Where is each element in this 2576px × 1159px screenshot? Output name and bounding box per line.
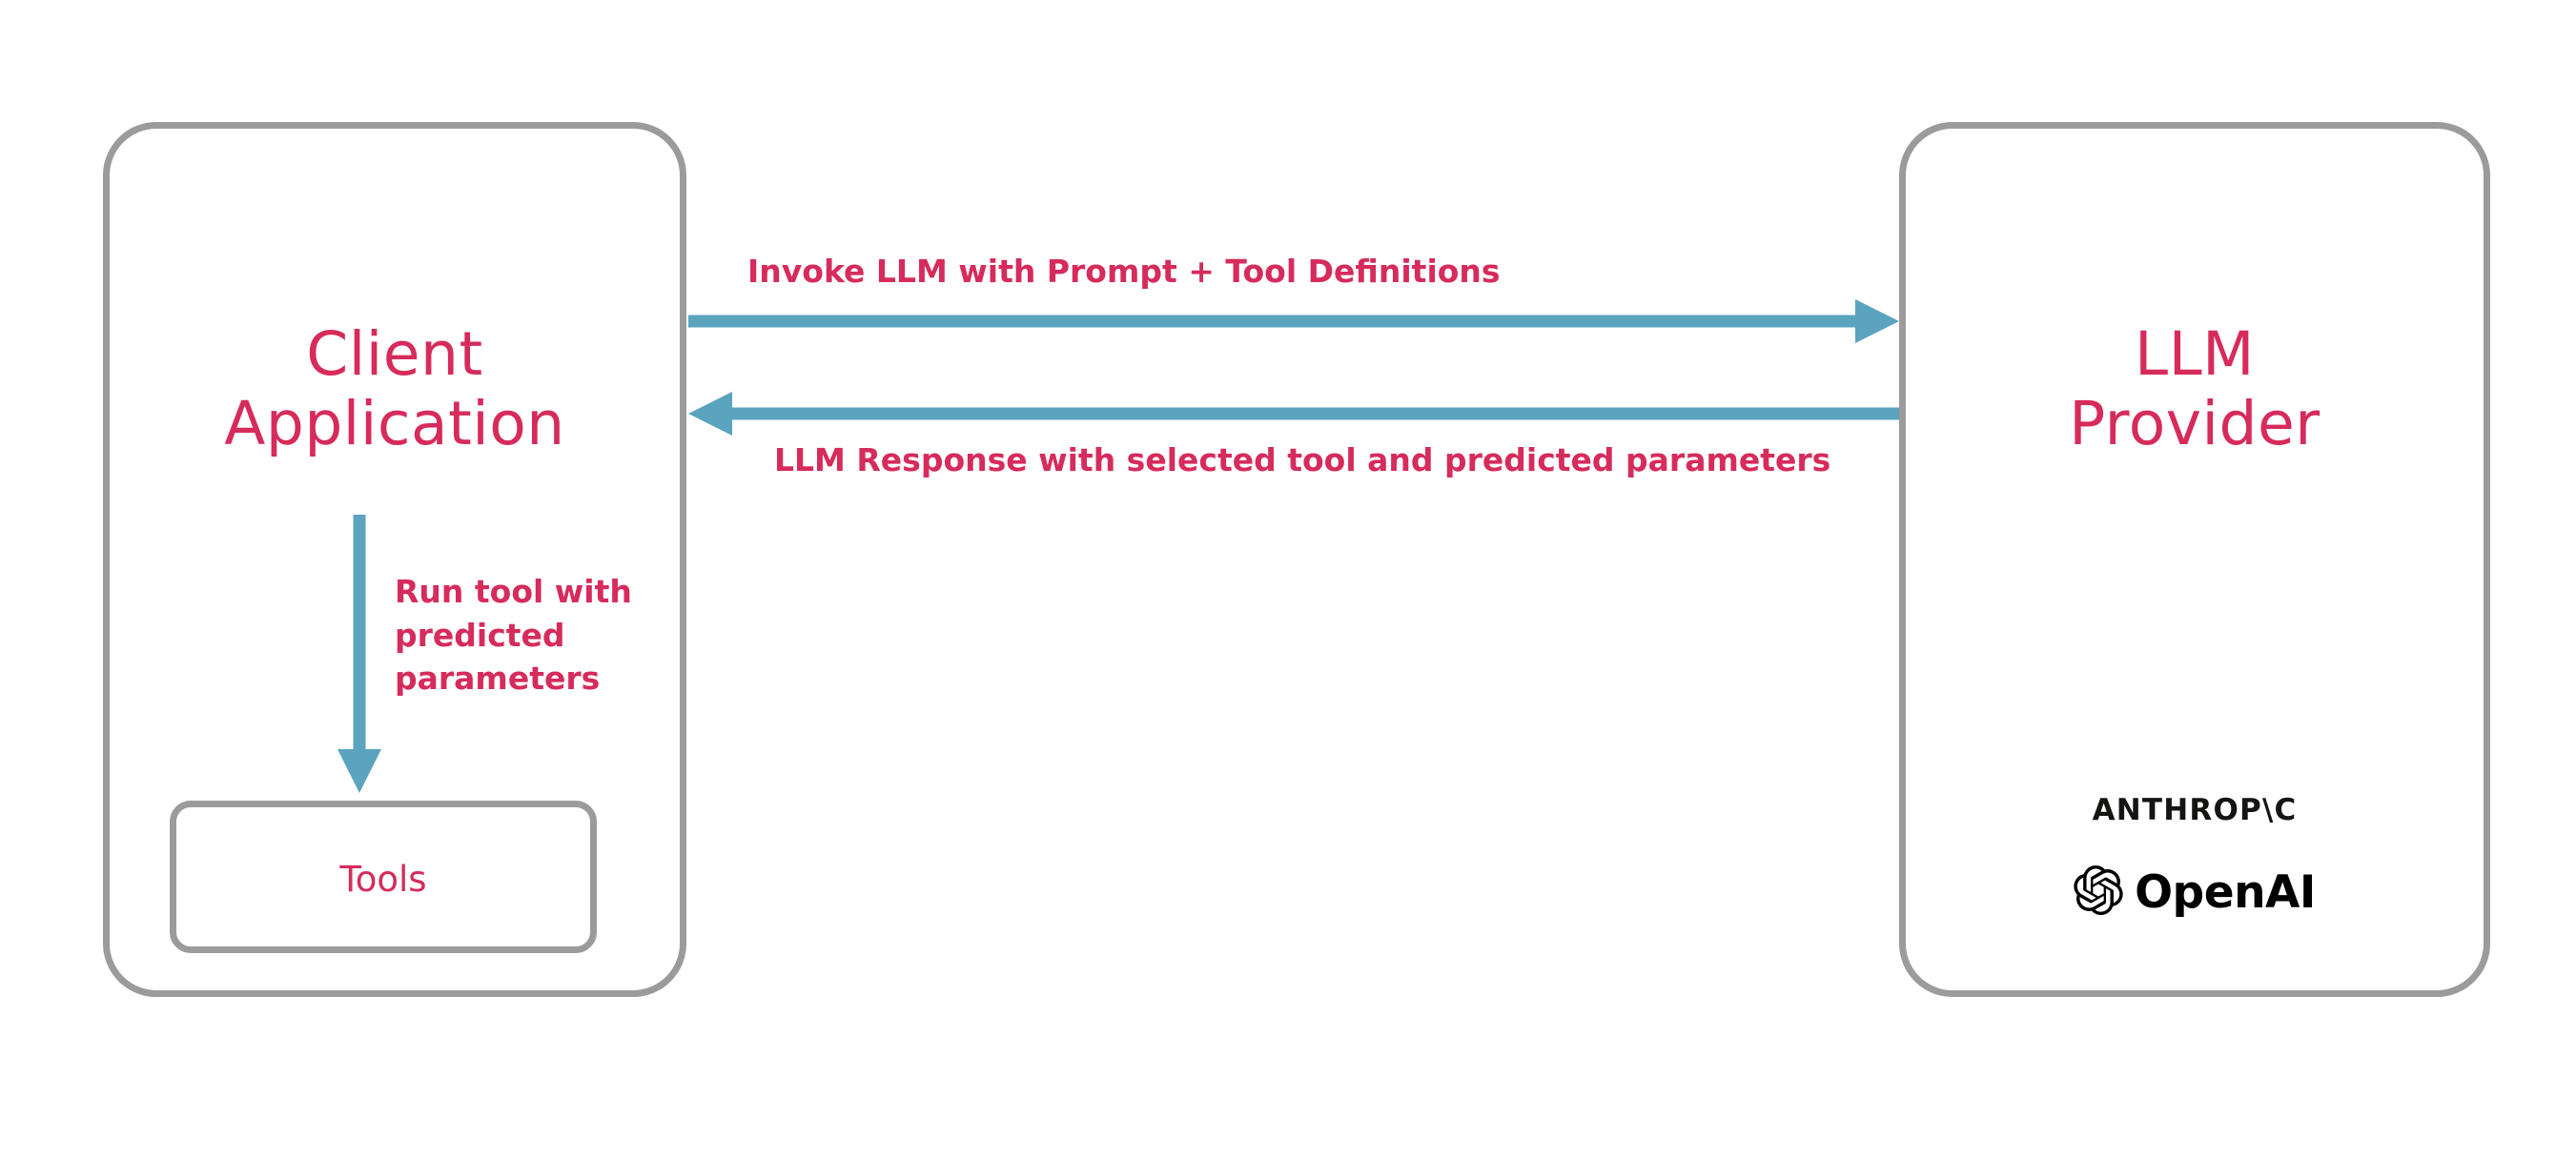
arrow-run-tool (337, 515, 381, 793)
client-application-title-line1: Client (306, 319, 483, 389)
openai-wordmark: OpenAI (2135, 865, 2316, 919)
tools-label: Tools (339, 859, 427, 900)
edge-label-invoke: Invoke LLM with Prompt + Tool Definitions (747, 253, 1501, 290)
client-application-title-line2: Application (224, 389, 565, 459)
anthropic-logo: ANTHROP\C (2092, 793, 2298, 827)
edge-label-run-tool: Run tool with predicted parameters (395, 573, 632, 698)
arrow-invoke-llm (688, 299, 1899, 343)
arrow-llm-response (688, 392, 1899, 436)
edge-label-response: LLM Response with selected tool and predicted parameters (774, 441, 1831, 478)
llm-provider-title-line2: Provider (2069, 389, 2320, 459)
llm-provider-title-line1: LLM (2134, 319, 2256, 389)
